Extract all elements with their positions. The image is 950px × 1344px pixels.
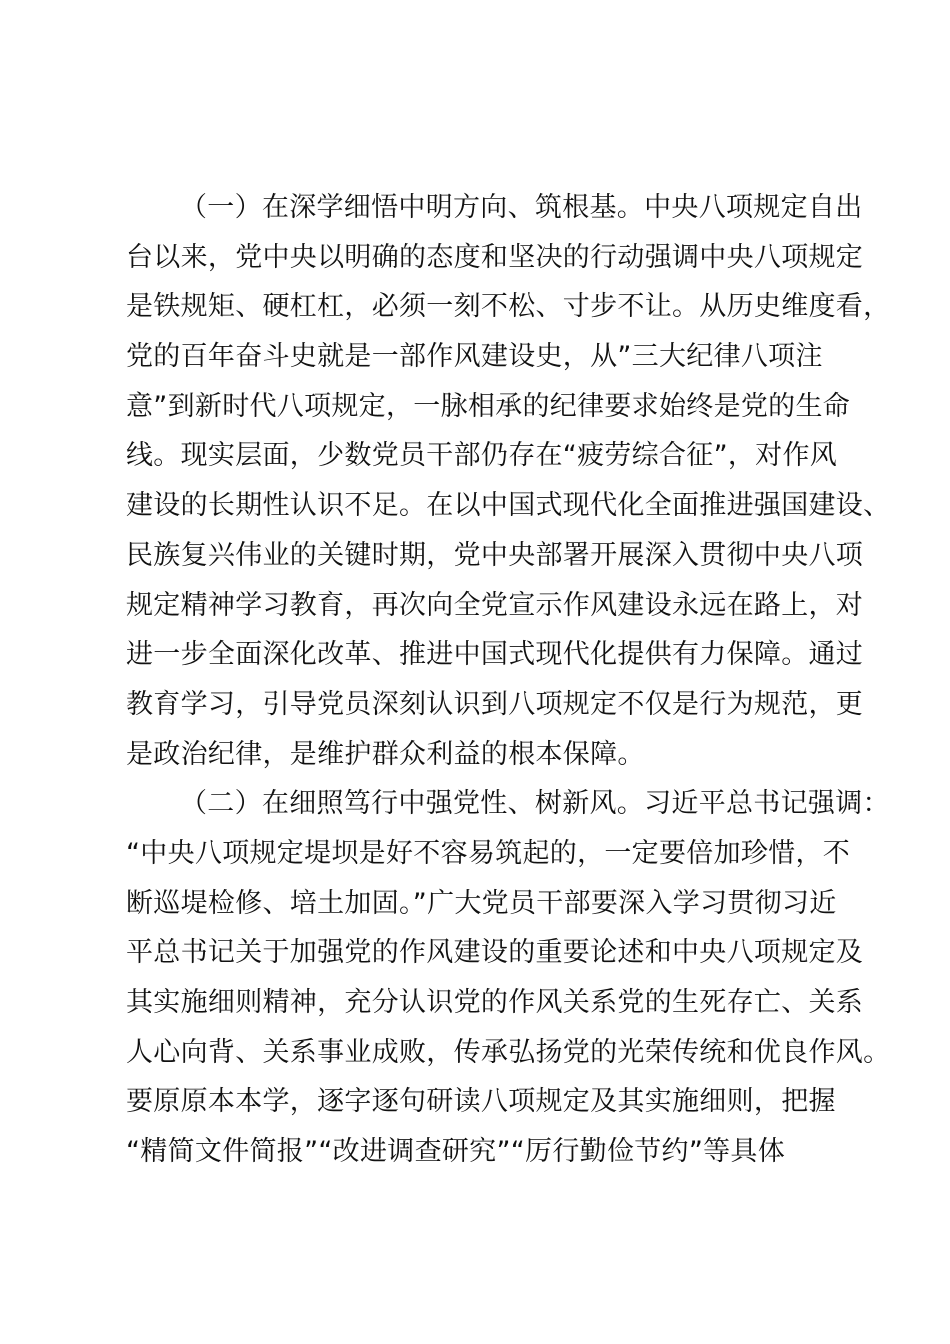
- paragraph-line: 断巡堤检修、培土加固。”广大党员干部要深入学习贯彻习近: [126, 887, 837, 919]
- paragraph-section-two: [126, 779, 891, 1177]
- paragraph-line: （二）在细照笃行中强党性、树新风。习近平总书记强调：: [180, 788, 890, 820]
- paragraph-line: 党的百年奋斗史就是一部作风建设史，从”三大纪律八项注: [126, 341, 823, 373]
- paragraph-line: 平总书记关于加强党的作风建设的重要论述和中央八项规定及: [126, 937, 864, 969]
- paragraph-line: 是铁规矩、硬杠杠，必须一刻不松、寸步不让。从历史维度看，: [126, 291, 891, 323]
- paragraph-line: “精简文件简报”“改进调查研究”“厉行勤俭节约”等具体: [126, 1136, 786, 1168]
- paragraph-line: 台以来，党中央以明确的态度和坚决的行动强调中央八项规定: [126, 241, 864, 273]
- paragraph-line: 要原原本本学，逐字逐句研读八项规定及其实施细则，把握: [126, 1086, 836, 1118]
- paragraph-line: 其实施细则精神，充分认识党的作风关系党的生死存亡、关系: [126, 987, 864, 1018]
- paragraph-line: 线。现实层面，少数党员干部仍存在“疲劳综合征”，对作风: [126, 440, 838, 472]
- paragraph-line: 民族复兴伟业的关键时期，党中央部署开展深入贯彻中央八项: [126, 539, 864, 571]
- paragraph-line: 教育学习，引导党员深刻认识到八项规定不仅是行为规范，更: [126, 688, 864, 720]
- paragraph-line: 进一步全面深化改革、推进中国式现代化提供有力保障。通过: [126, 639, 864, 671]
- paragraph-section-one: [126, 183, 891, 779]
- paragraph-line: （一）在深学细悟中明方向、筑根基。中央八项规定自出: [180, 192, 863, 223]
- paragraph-line: 是政治纪律，是维护群众利益的根本保障。: [126, 738, 645, 770]
- document-body: [126, 183, 891, 1177]
- paragraph-line: 意”到新时代八项规定，一脉相承的纪律要求始终是党的生命: [126, 390, 851, 422]
- paragraph-line: 建设的长期性认识不足。在以中国式现代化全面推进强国建设、: [126, 490, 891, 522]
- paragraph-line: 规定精神学习教育，再次向全党宣示作风建设永远在路上，对: [126, 589, 864, 621]
- paragraph-line: “中央八项规定堤坝是好不容易筑起的，一定要倍加珍惜，不: [126, 837, 851, 869]
- paragraph-line: 人心向背、关系事业成败，传承弘扬党的光荣传统和优良作风。: [126, 1036, 891, 1068]
